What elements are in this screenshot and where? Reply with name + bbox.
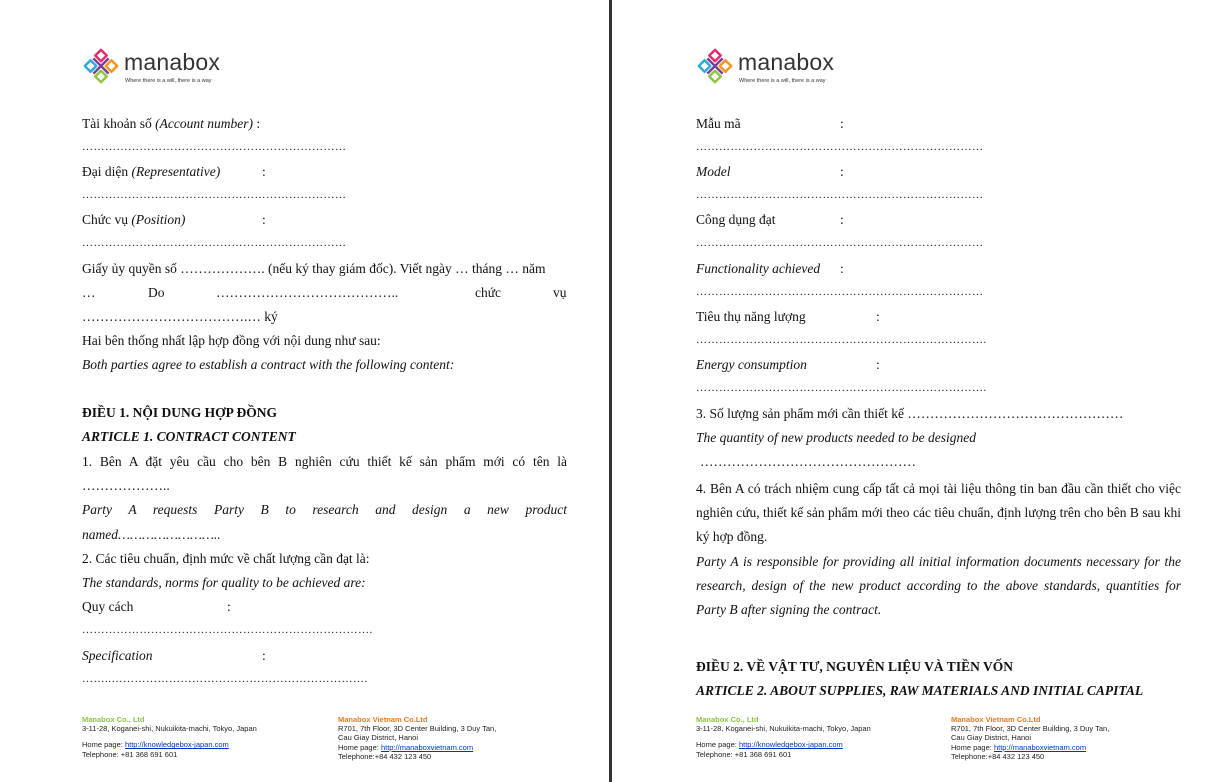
- model-vi-label: Mẫu mã: [696, 116, 741, 131]
- article-1-heading-vi: ĐIỀU 1. NỘI DUNG HỢP ĐỒNG: [82, 405, 278, 420]
- footer-vn-link[interactable]: http://manaboxvietnam.com: [993, 742, 1087, 752]
- representative-colon: :: [262, 164, 266, 179]
- footer-jp-home: Home page: http://knowledgebox-japan.com: [82, 740, 229, 750]
- clause-2-en: The standards, norms for quality to be achieved are:: [82, 575, 366, 590]
- agreement-vi: Hai bên thống nhất lập hợp đồng với nội dung như sau:: [82, 333, 381, 348]
- logo-brand: manabox: [124, 49, 221, 75]
- clause-2-vi: 2. Các tiêu chuẩn, định mức về chất lượng cần đạt là:: [82, 551, 370, 566]
- footer-jp-address: 3-11-28, Koganei-shi, Nukuikita-machi, Tokyo, Japan: [696, 724, 871, 734]
- page-left: [0, 0, 609, 782]
- manabox-logo-icon: [696, 47, 734, 85]
- page-right: [612, 0, 1220, 782]
- clause-1-vi: 1. Bên A đặt yêu cầu cho bên B nghiên cứu thiết kế sản phẩm mới có tên là: [82, 454, 567, 469]
- clause-3-vi: 3. Số lượng sản phẩm mới cần thiết kế …………………………………………: [696, 406, 1124, 421]
- model-en-label: Model: [696, 164, 731, 179]
- position-blank: ……………………………………………………………: [82, 237, 347, 249]
- specification-en-label: Specification: [82, 648, 153, 663]
- specification-en-blank: ……..………………………………………………………….: [82, 673, 368, 685]
- logo-brand: manabox: [738, 49, 835, 75]
- specification-vi-label: Quy cách: [82, 599, 134, 614]
- functionality-en-colon: :: [840, 261, 844, 276]
- energy-en-colon: :: [876, 357, 880, 372]
- footer-jp-home: Home page: http://knowledgebox-japan.com: [696, 740, 843, 750]
- poa-word-2: Do: [148, 285, 165, 300]
- footer-jp-link[interactable]: http://knowledgebox-japan.com: [738, 740, 843, 750]
- energy-vi-colon: :: [876, 309, 880, 324]
- clause-4-en: Party A is responsible for providing all initial information documents necessary for the research, design of the new product according to the above standards, quantities for Party B after signing the contract.: [696, 554, 1181, 618]
- footer-japan: [696, 715, 936, 759]
- footer-vn-name: Manabox Vietnam Co.Ltd: [338, 715, 428, 724]
- clause-3-blank: …………………………………………: [700, 454, 916, 469]
- footer-vn-link[interactable]: http://manaboxvietnam.com: [380, 742, 474, 752]
- logo-tagline: Where there is a will, there is a way: [125, 78, 212, 84]
- functionality-en-blank: …………………………………………………………………: [696, 286, 984, 298]
- functionality-vi-blank: …………………………………………………………………: [696, 237, 984, 249]
- position-colon: :: [262, 212, 266, 227]
- footer-vietnam: [338, 715, 578, 761]
- functionality-en-label: Functionality achieved: [696, 261, 821, 276]
- poa-word-1: …: [82, 285, 96, 300]
- account-number-blank: ……………………………………………………………: [82, 141, 347, 153]
- footer-japan: [82, 715, 322, 759]
- logo-tagline: Where there is a will, there is a way: [739, 78, 826, 84]
- footer-jp-phone: Telephone: +81 368 691 601: [82, 749, 178, 759]
- model-en-blank: …………………………………………………………………: [696, 189, 984, 201]
- footer-vn-home: Home page: http://manaboxvietnam.com: [338, 742, 474, 752]
- footer-jp-name: Manabox Co., Ltd: [696, 715, 759, 724]
- energy-en-label: Energy consumption: [696, 357, 807, 372]
- clause-1-en-named: named……………………..: [82, 527, 221, 542]
- power-of-attorney-line: Giấy ủy quyền số ………………. (nếu ký thay giám đốc). Viết ngày … tháng … năm: [82, 261, 546, 276]
- functionality-vi-label: Công dụng đạt: [696, 212, 776, 227]
- account-number-label: Tài khoản số (Account number) :: [82, 116, 261, 131]
- clause-1-blank: ………………..: [82, 478, 170, 493]
- article-2-heading-en: ARTICLE 2. ABOUT SUPPLIES, RAW MATERIALS AND INITIAL CAPITAL: [696, 683, 1144, 698]
- position-label: Chức vụ (Position): [82, 212, 186, 227]
- clause-3-en: The quantity of new products needed to be designed: [696, 430, 976, 445]
- footer-vn-address-2: Cau Giay District, Hanoi: [951, 733, 1032, 743]
- footer-jp-address: 3-11-28, Koganei-shi, Nukuikita-machi, Tokyo, Japan: [82, 724, 257, 734]
- footer-vn-address-1: R701, 7th Floor, 3D Center Building, 3 Duy Tan,: [951, 724, 1110, 734]
- manabox-logo-icon: [82, 47, 120, 85]
- poa-word-5: vụ: [553, 285, 567, 300]
- representative-blank: ……………………………………………………………: [82, 189, 347, 201]
- footer-vn-phone: Telephone:+84 432 123 450: [951, 751, 1045, 761]
- model-vi-colon: :: [840, 116, 844, 131]
- specification-vi-blank: ………………………………………………………………….: [82, 624, 373, 636]
- energy-en-blank: ………………………………………………………………….: [696, 382, 987, 394]
- footer-vn-address-2: Cau Giay District, Hanoi: [338, 733, 419, 743]
- agreement-en: Both parties agree to establish a contract with the following content:: [82, 357, 455, 372]
- functionality-vi-colon: :: [840, 212, 844, 227]
- representative-label: Đại diện (Representative): [82, 164, 221, 179]
- model-vi-blank: …………………………………………………………………: [696, 141, 984, 153]
- footer-vn-name: Manabox Vietnam Co.Ltd: [951, 715, 1041, 724]
- footer-jp-name: Manabox Co., Ltd: [82, 715, 145, 724]
- article-1-heading-en: ARTICLE 1. CONTRACT CONTENT: [82, 429, 296, 444]
- energy-vi-label: Tiêu thụ năng lượng: [696, 309, 806, 324]
- company-logo: [696, 47, 834, 85]
- clause-4-vi: 4. Bên A có trách nhiệm cung cấp tất cả mọi tài liệu thông tin ban đầu cần thiết cho việc nghiên cứu, thiết kế sản phẩm mới theo các tiêu chuẩn, định lượng trên cho bên B sau khi ký hợp đồng.: [696, 481, 1181, 545]
- power-of-attorney-line-3: ……………………………….… ký: [82, 309, 278, 324]
- poa-word-3: …………………………………..: [216, 285, 399, 300]
- energy-vi-blank: ………………………………………………………………….: [696, 334, 987, 346]
- footer-vn-address-1: R701, 7th Floor, 3D Center Building, 3 Duy Tan,: [338, 724, 497, 734]
- model-en-colon: :: [840, 164, 844, 179]
- specification-en-colon: :: [262, 648, 266, 663]
- specification-vi-colon: :: [227, 599, 231, 614]
- clause-1-en: Party A requests Party B to research and design a new product: [82, 502, 567, 517]
- footer-jp-link[interactable]: http://knowledgebox-japan.com: [124, 740, 229, 750]
- company-logo: [82, 47, 220, 85]
- footer-vn-phone: Telephone:+84 432 123 450: [338, 751, 432, 761]
- footer-vietnam: [951, 715, 1191, 761]
- article-2-heading-vi: ĐIỀU 2. VỀ VẬT TƯ, NGUYÊN LIỆU VÀ TIỀN VỐN: [696, 659, 1013, 674]
- footer-vn-home: Home page: http://manaboxvietnam.com: [951, 742, 1087, 752]
- footer-jp-phone: Telephone: +81 368 691 601: [696, 749, 792, 759]
- poa-word-4: chức: [475, 285, 502, 300]
